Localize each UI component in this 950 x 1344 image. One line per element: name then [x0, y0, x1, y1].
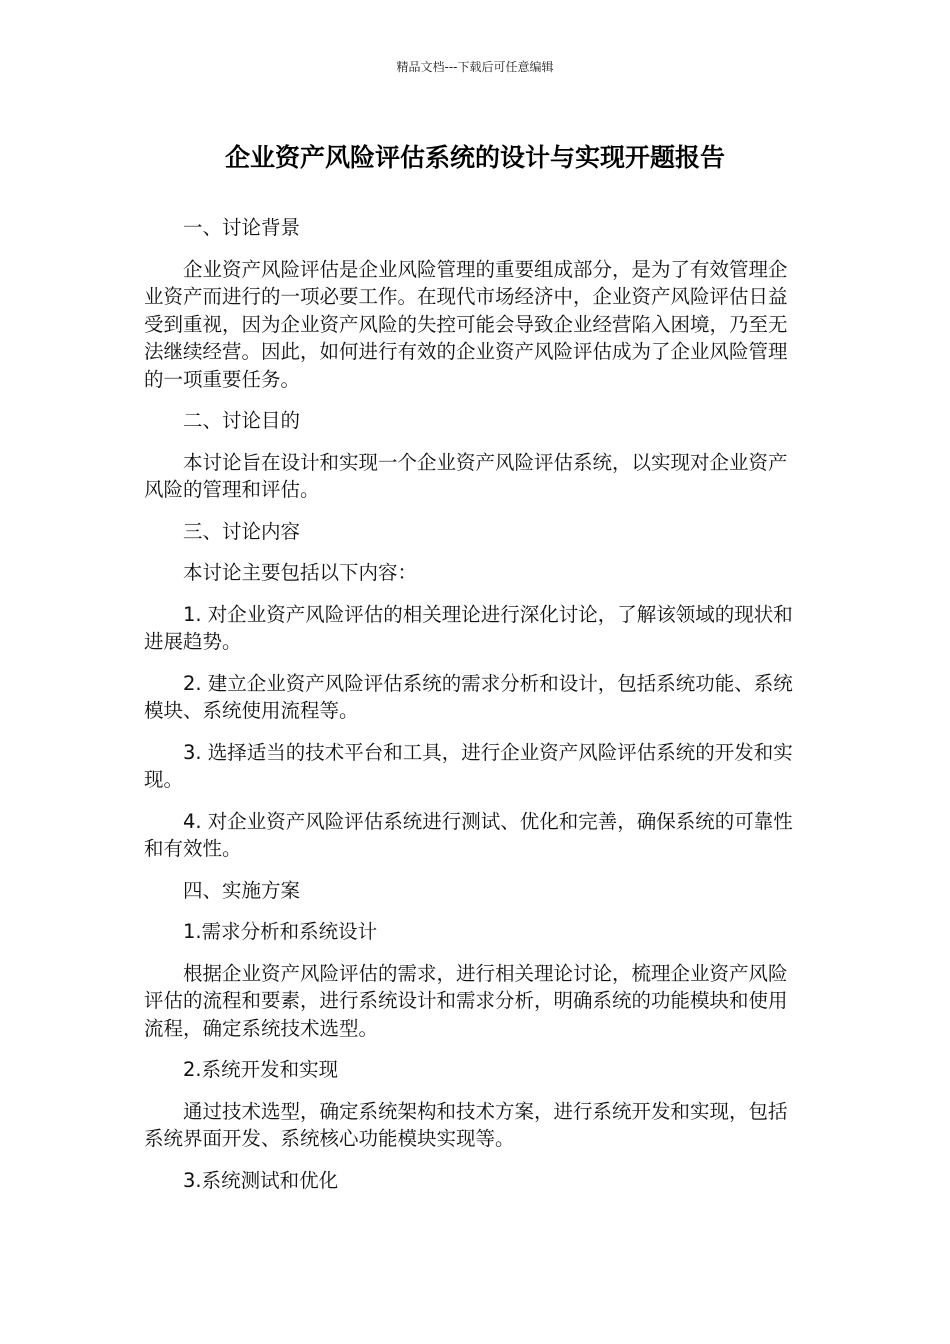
list-item-content-1: 1. 对企业资产风险评估的相关理论进行深化讨论，了解该领域的现状和进展趋势。 [144, 602, 793, 653]
list-item-content-2: 2. 建立企业资产风险评估系统的需求分析和设计，包括系统功能、系统模块、系统使用流程等。 [144, 671, 793, 722]
paragraph-content-intro: 本讨论主要包括以下内容： [183, 561, 418, 584]
paragraph-plan-2: 通过技术选型，确定系统架构和技术方案，进行系统开发和实现，包括系统界面开发、系统核心功能模块实现等。 [144, 1099, 788, 1150]
section-heading-background: 一、讨论背景 [183, 216, 301, 239]
subheading-plan-1: 1.需求分析和系统设计 [183, 920, 378, 943]
paragraph-purpose: 本讨论旨在设计和实现一个企业资产风险评估系统，以实现对企业资产风险的管理和评估。 [144, 450, 788, 501]
list-item-content-4: 4. 对企业资产风险评估系统进行测试、优化和完善，确保系统的可靠性和有效性。 [144, 809, 793, 860]
paragraph-background: 企业资产风险评估是企业风险管理的重要组成部分，是为了有效管理企业资产而进行的一项必要工作。在现代市场经济中，企业资产风险评估日益受到重视，因为企业资产风险的失控可能会导致企业经营陷入困境，乃至无法继续经营。因此，如何进行有效的企业资产风险评估成为了企业风险管理的一项重要任务。 [144, 257, 788, 391]
subheading-plan-3: 3.系统测试和优化 [183, 1168, 339, 1192]
subheading-plan-2: 2.系统开发和实现 [183, 1058, 339, 1081]
section-heading-plan: 四、实施方案 [183, 878, 301, 902]
document-body [144, 214, 800, 1208]
section-heading-content: 三、讨论内容 [183, 519, 301, 543]
section-heading-purpose: 二、讨论目的 [183, 409, 301, 432]
paragraph-plan-1: 根据企业资产风险评估的需求，进行相关理论讨论，梳理企业资产风险评估的流程和要素，进行系统设计和需求分析，明确系统的功能模块和使用流程，确定系统技术选型。 [144, 961, 788, 1040]
list-item-content-3: 3. 选择适当的技术平台和工具，进行企业资产风险评估系统的开发和实现。 [144, 740, 793, 791]
header-note: 精品文档---下载后可任意编辑 [396, 60, 554, 74]
page-title: 企业资产风险评估系统的设计与实现开题报告 [224, 143, 725, 172]
